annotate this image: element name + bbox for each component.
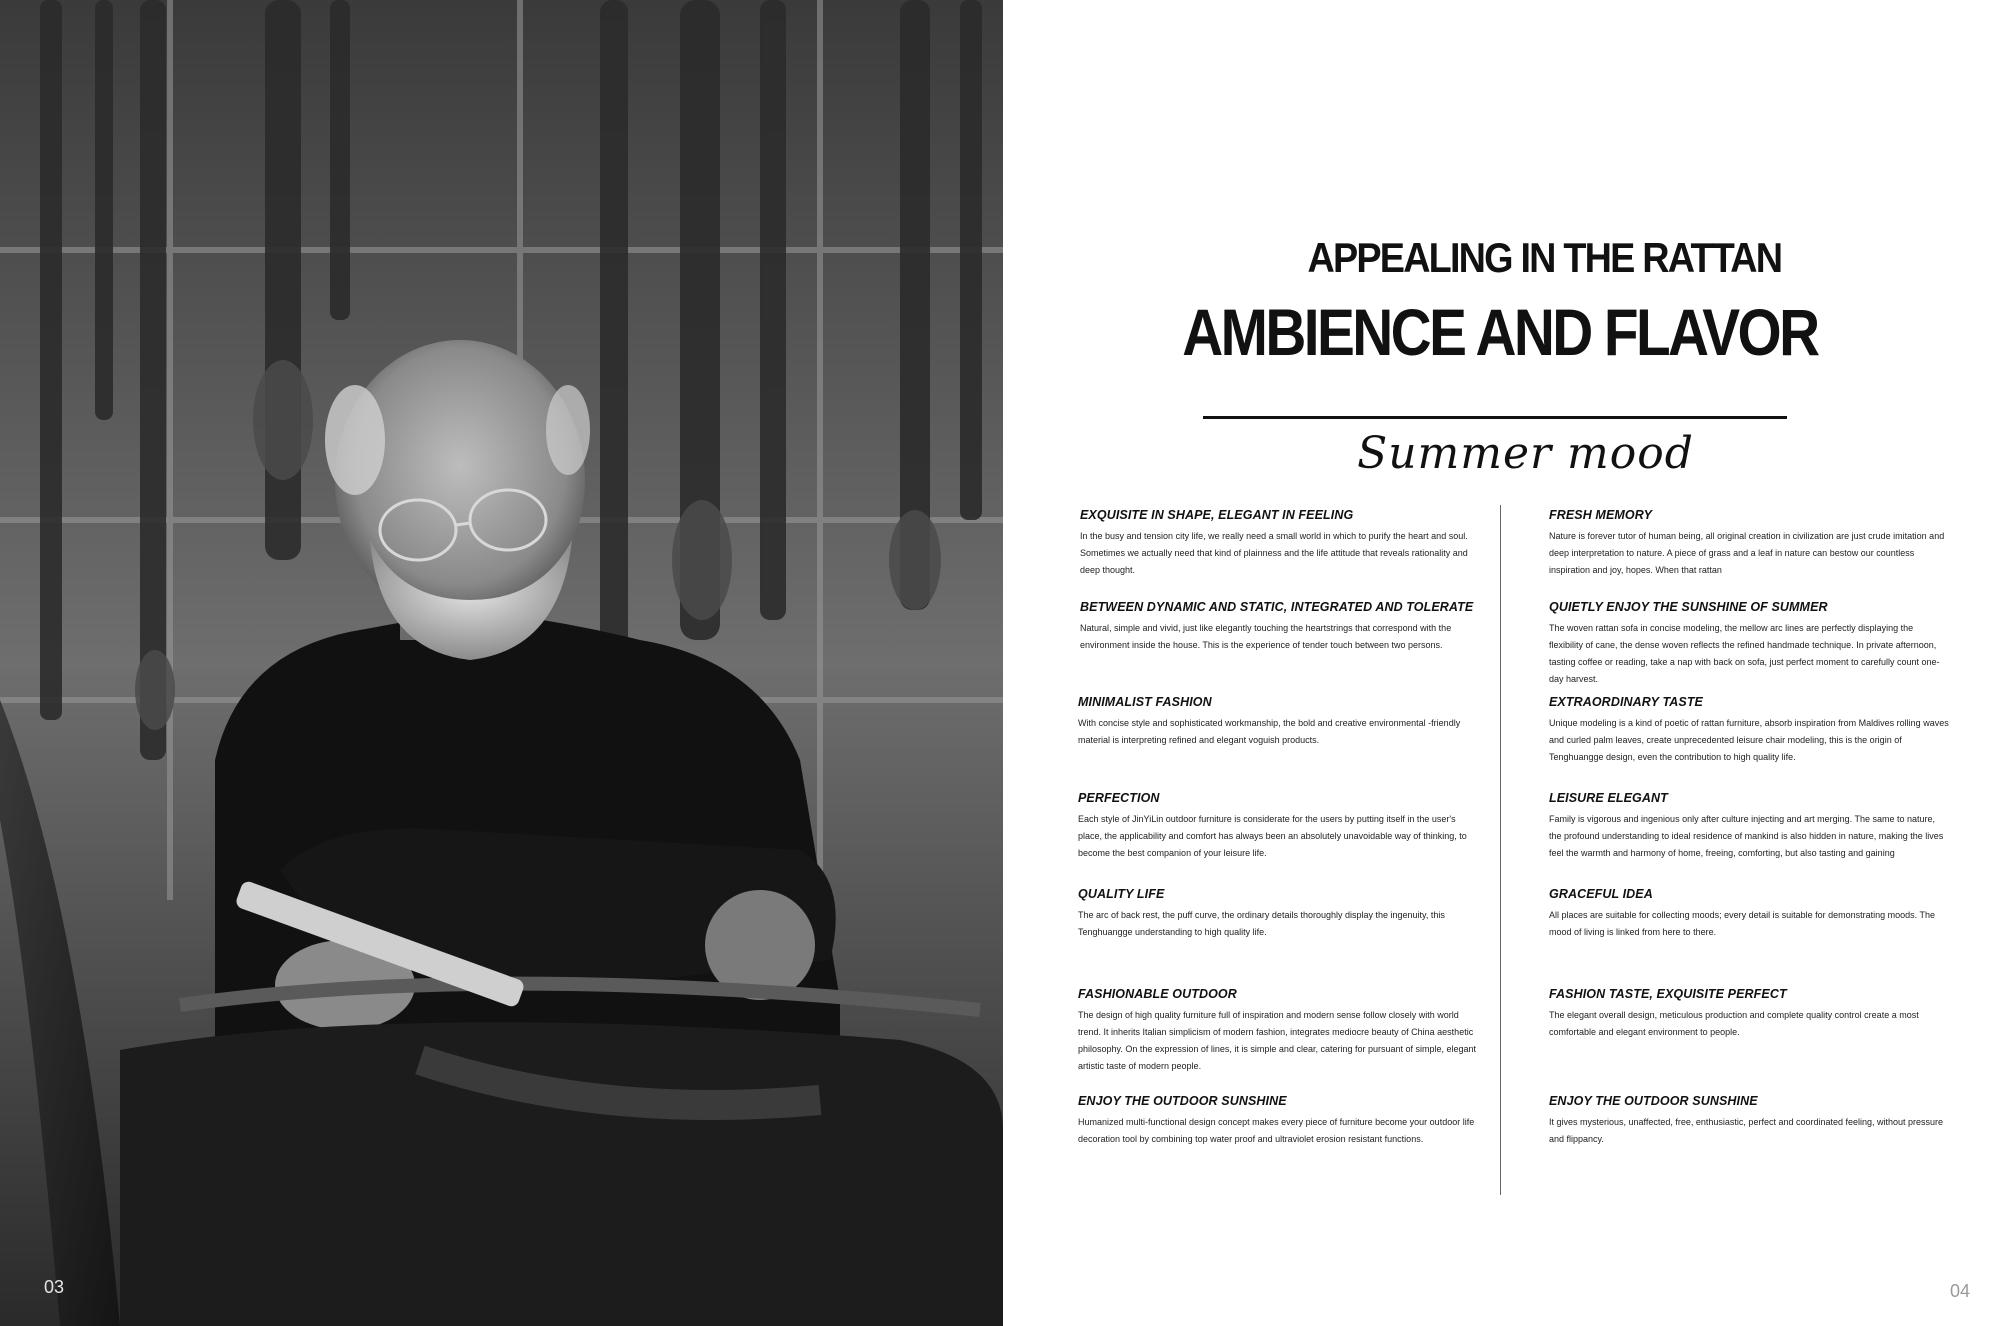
- section-heading: EXTRAORDINARY TASTE: [1549, 695, 1703, 709]
- section-text: The elegant overall design, meticulous production and complete quality control create a most comfortable and elegant environment to people.: [1549, 1010, 1919, 1037]
- right-page: [1003, 0, 2000, 1326]
- title-divider: [1203, 416, 1787, 419]
- section-text: The arc of back rest, the puff curve, the ordinary details thoroughly display the ingenuity, this Tenghuangge understanding to high quality life.: [1078, 910, 1445, 937]
- section-text: It gives mysterious, unaffected, free, enthusiastic, perfect and coordinated feeling, without pressure and flippancy.: [1549, 1117, 1944, 1144]
- section-heading: QUIETLY ENJOY THE SUNSHINE OF SUMMER: [1549, 600, 1828, 614]
- section-right-7: [1549, 1094, 1949, 1148]
- section-heading: QUALITY LIFE: [1078, 887, 1165, 901]
- section-heading: LEISURE ELEGANT: [1549, 791, 1668, 805]
- page-number-left: 03: [44, 1277, 65, 1297]
- section-heading: EXQUISITE IN SHAPE, ELEGANT IN FEELING: [1080, 508, 1354, 522]
- section-text: The design of high quality furniture full of inspiration and modern sense follow closely with world trend. It inherits Italian simplicism of modern fashion, integrates mediocre beauty of China aesthetic philosophy. On the expression of lines, it is simple and clear, catering for pursuant of simple, elegant artistic taste of modern people.: [1078, 1010, 1477, 1071]
- section-right-1: [1549, 508, 1949, 579]
- section-left-5: [1078, 887, 1478, 941]
- section-heading: FASHIONABLE OUTDOOR: [1078, 987, 1237, 1001]
- section-heading: GRACEFUL IDEA: [1549, 887, 1653, 901]
- section-left-1: [1080, 508, 1480, 579]
- page-number-right: 04: [1950, 1281, 1971, 1301]
- section-left-2: [1080, 600, 1480, 654]
- section-text: Humanized multi-functional design concept makes every piece of furniture become your outdoor life decoration tool by combining top water proof and ultraviolet erosion resistant functions.: [1078, 1117, 1475, 1144]
- section-right-5: [1549, 887, 1949, 941]
- column-divider: [1500, 505, 1501, 1195]
- section-text: Unique modeling is a kind of poetic of rattan furniture, absorb inspiration from Maldives rolling waves and curled palm leaves, create unprecedented leisure chair modeling, this is the origin of Tenghuangge design, even the contribution to high quality life.: [1549, 718, 1949, 762]
- script-subtitle: Summer mood: [1357, 428, 1694, 479]
- section-left-4: [1078, 791, 1478, 862]
- section-left-7: [1078, 1094, 1478, 1148]
- section-right-2: [1549, 600, 1949, 688]
- section-heading: MINIMALIST FASHION: [1078, 695, 1212, 709]
- title-line-1: APPEALING IN THE RATTAN: [1307, 234, 1782, 281]
- section-heading: BETWEEN DYNAMIC AND STATIC, INTEGRATED AND TOLERATE: [1080, 600, 1474, 614]
- section-right-4: [1549, 791, 1949, 862]
- section-text: Natural, simple and vivid, just like elegantly touching the heartstrings that correspond with the environment inside the house. This is the experience of tender touch between two persons.: [1080, 623, 1452, 650]
- section-text: Nature is forever tutor of human being, all original creation in civilization are just crude imitation and deep interpretation to nature. A piece of grass and a leaf in nature can bestow our countless inspiration and joy, hopes. When that rattan: [1549, 531, 1945, 575]
- section-heading: FASHION TASTE, EXQUISITE PERFECT: [1549, 987, 1787, 1001]
- section-heading: ENJOY THE OUTDOOR SUNSHINE: [1549, 1094, 1758, 1108]
- section-text: All places are suitable for collecting moods; every detail is suitable for demonstrating moods. The mood of living is linked from here to there.: [1549, 910, 1936, 937]
- section-right-3: [1549, 695, 1949, 766]
- section-heading: ENJOY THE OUTDOOR SUNSHINE: [1078, 1094, 1287, 1108]
- section-heading: FRESH MEMORY: [1549, 508, 1653, 522]
- section-text: Each style of JinYiLin outdoor furniture is considerate for the users by putting itself in the user's place, the applicability and comfort has always been an absolutely unavoidable way of thinking, to become the best companion of your leisure life.: [1078, 814, 1467, 858]
- title-line-2: AMBIENCE AND FLAVOR: [1182, 295, 1818, 369]
- section-text: In the busy and tension city life, we really need a small world in which to purify the heart and soul. Sometimes we actually need that kind of plainness and the life attitude that reveals rationality and deep thought.: [1080, 531, 1468, 575]
- section-heading: PERFECTION: [1078, 791, 1160, 805]
- section-text: The woven rattan sofa in concise modeling, the mellow arc lines are perfectly displaying the flexibility of cane, the dense woven reflects the refined handmade technique. In private afternoon, tasting coffee or reading, take a nap with back on sofa, just perfect moment to carefully count one-day harvest.: [1549, 623, 1940, 684]
- section-right-6: [1549, 987, 1949, 1041]
- section-text: With concise style and sophisticated workmanship, the bold and creative environmental -friendly material is interpreting refined and elegant voguish products.: [1078, 718, 1461, 745]
- section-left-6: [1078, 987, 1478, 1075]
- section-left-3: [1078, 695, 1478, 749]
- section-text: Family is vigorous and ingenious only after culture injecting and art merging. The same to nature, the profound understanding to ideal residence of mankind is also hidden in nature, making the lives feel the warmth and harmony of home, freeing, comforting, but also tasting and gaining: [1549, 814, 1944, 858]
